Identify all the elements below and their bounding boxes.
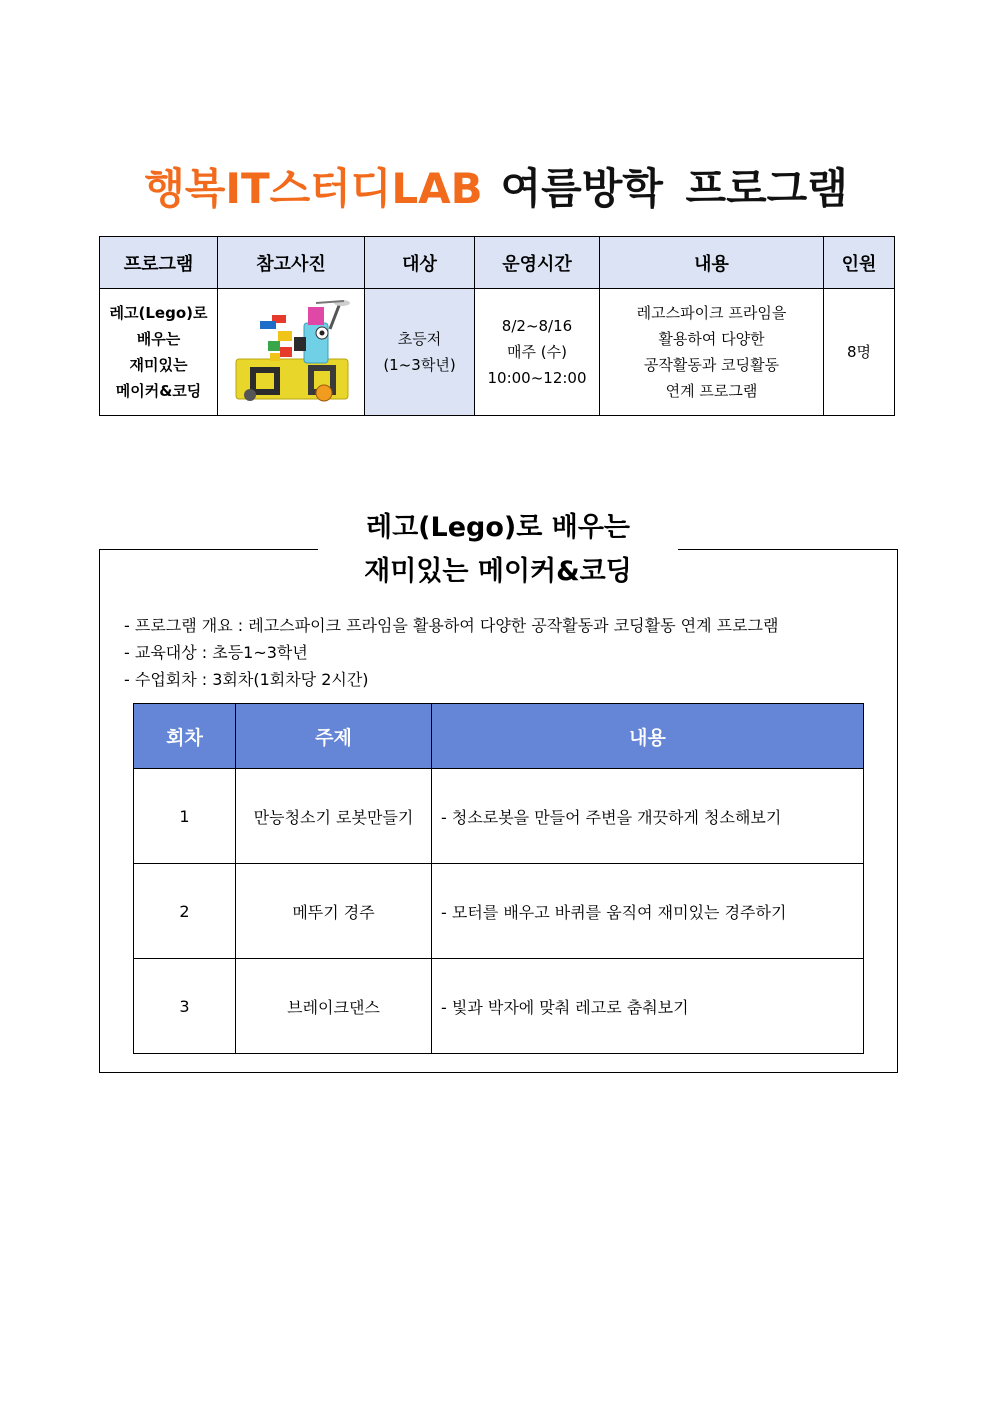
overview-row [100, 289, 895, 416]
time-line: 8/2~8/16 [501, 317, 573, 335]
session-no: 1 [134, 769, 236, 864]
title-accent: 행복IT스터디LAB [144, 164, 483, 213]
header-photo: 참고사진 [218, 237, 365, 289]
header-session-no: 회차 [134, 704, 236, 769]
program-line: 재미있는 [129, 356, 188, 374]
table-row [134, 959, 864, 1054]
header-topic: 주제 [236, 704, 432, 769]
detail-title-line: 레고(Lego)로 배우는 [366, 512, 630, 543]
title-rest: 여름방학 프로그램 [500, 164, 848, 213]
page-title [0, 156, 992, 216]
session-topic: 브레이크댄스 [236, 959, 432, 1054]
detail-title [318, 506, 678, 594]
target-line: 초등저 [397, 330, 442, 348]
overview-header-row [100, 237, 895, 289]
time-line: 매주 (수) [507, 343, 567, 361]
sessions-header-row [134, 704, 864, 769]
session-no: 2 [134, 864, 236, 959]
header-session-content: 내용 [432, 704, 864, 769]
sessions-table [133, 703, 864, 1054]
session-content: - 청소로봇을 만들어 주변을 개끗하게 청소해보기 [432, 769, 864, 864]
header-target: 대상 [365, 237, 475, 289]
target-line: (1~3학년) [383, 356, 456, 374]
content-line: 레고스파이크 프라임을 [636, 304, 787, 322]
content-line: 연계 프로그램 [665, 382, 758, 400]
time-line: 10:00~12:00 [487, 369, 587, 387]
time-cell [475, 289, 600, 416]
session-content: - 빛과 박자에 맞춰 레고로 춤춰보기 [432, 959, 864, 1054]
session-content: - 모터를 배우고 바퀴를 움직여 재미있는 경주하기 [432, 864, 864, 959]
table-row [134, 769, 864, 864]
lego-robot-photo [232, 297, 350, 407]
table-row [134, 864, 864, 959]
header-capacity: 인원 [824, 237, 895, 289]
detail-bullets [124, 612, 778, 693]
header-time: 운영시간 [475, 237, 600, 289]
detail-title-line: 재미있는 메이커&코딩 [364, 556, 632, 587]
bullet-sessions: - 수업회차 : 3회차(1회차당 2시간) [124, 670, 369, 689]
bullet-overview: - 프로그램 개요 : 레고스파이크 프라임을 활용하여 다양한 공작활동과 코딩활동 연계 프로그램 [124, 616, 779, 635]
header-content: 내용 [600, 237, 824, 289]
bullet-target: - 교육대상 : 초등1~3학년 [124, 643, 308, 662]
target-cell [365, 289, 475, 416]
header-program: 프로그램 [100, 237, 218, 289]
program-line: 메이커&코딩 [115, 382, 202, 400]
overview-table [99, 236, 895, 416]
program-line: 배우는 [136, 330, 181, 348]
session-topic: 만능청소기 로봇만들기 [236, 769, 432, 864]
capacity-cell: 8명 [824, 289, 895, 416]
photo-cell [218, 289, 365, 416]
session-topic: 메뚜기 경주 [236, 864, 432, 959]
program-line: 레고(Lego)로 [109, 304, 208, 322]
content-line: 공작활동과 코딩활동 [643, 356, 780, 374]
lego-robot-illustration [232, 297, 350, 407]
session-no: 3 [134, 959, 236, 1054]
content-line: 활용하여 다양한 [658, 330, 765, 348]
program-cell [100, 289, 218, 416]
content-cell [600, 289, 824, 416]
